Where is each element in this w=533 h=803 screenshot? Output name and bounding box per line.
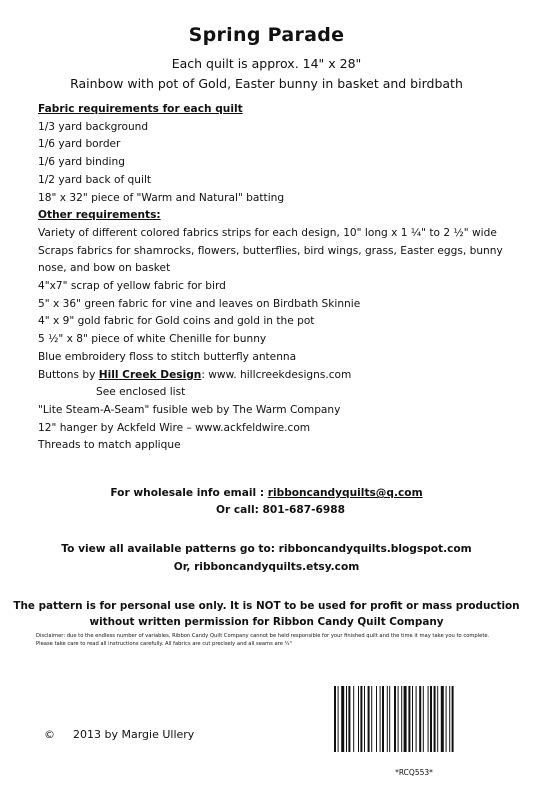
barcode (333, 686, 495, 752)
buttons-url: : www. hillcreekdesigns.com (201, 368, 352, 381)
list-item: 5 ½" x 8" piece of white Chenille for bunny (38, 333, 267, 346)
list-item: 18" x 32" piece of "Warm and Natural" batting (38, 191, 285, 204)
barcode-bar (382, 686, 384, 752)
barcode-bar (346, 686, 347, 752)
disclaimer-text: Disclaimer: due to the endless number of variables, Ribbon Candy Quilt Company cannot be held responsible for your finished quilt and the time it may take you to complete. Please take care to read all instructions carefully. All fabrics are cut precisely and all seams are ¼" (36, 633, 490, 647)
barcode-bar (389, 686, 390, 752)
other-requirements-heading: Other requirements: (38, 209, 161, 222)
barcode-bar (430, 686, 432, 752)
barcode-bar (398, 686, 399, 752)
barcode-bar (387, 686, 388, 752)
barcode-bar (401, 686, 402, 752)
barcode-bar (408, 686, 410, 752)
barcode-bar (441, 686, 444, 752)
list-item: 12" hanger by Ackfeld Wire – www.ackfeldwire.com (38, 421, 311, 434)
call-line: Or call: 801-687-6988 (215, 504, 346, 516)
buttons-prefix: Buttons by (38, 368, 99, 381)
list-item: Threads to match applique (38, 439, 181, 452)
buttons-brand: Hill Creek Design (98, 368, 202, 381)
list-item: 5" x 36" green fabric for vine and leaves on Birdbath Skinnie (38, 297, 361, 310)
barcode-bar (446, 686, 447, 752)
wholesale-label: For wholesale info email : (110, 487, 268, 499)
barcode-bar (338, 686, 339, 752)
wholesale-email: ribboncandyquilts@q.com (267, 487, 423, 499)
barcode-bar (437, 686, 438, 752)
page-title: Spring Parade (188, 24, 345, 46)
list-item: 1/6 yard border (38, 138, 121, 151)
barcode-bar (364, 686, 365, 752)
list-item: 1/6 yard binding (38, 156, 125, 169)
quilt-size: Each quilt is approx. 14" x 28" (171, 56, 362, 71)
barcode-bar (380, 686, 381, 752)
barcode-bar (376, 686, 377, 752)
barcode-bar (368, 686, 370, 752)
personal-use-line-1: The pattern is for personal use only. It is NOT to be used for profit or mass production (13, 600, 520, 612)
barcode-bar (348, 686, 350, 752)
copyright-icon: © (44, 728, 55, 741)
etsy-line: Or, ribboncandyquilts.etsy.com (173, 561, 360, 573)
copyright-text: 2013 by Margie Ullery (73, 728, 195, 741)
barcode-bar (371, 686, 372, 752)
barcode-bar (404, 686, 407, 752)
barcode-bar (434, 686, 436, 752)
barcode-bar (341, 686, 344, 752)
list-item: Scraps fabrics for shamrocks, flowers, butterflies, bird wings, grass, Easter eggs, bunny (38, 244, 503, 257)
requirements-list (38, 101, 518, 455)
barcode-text: *RCQ553* (395, 768, 433, 777)
barcode-bar (423, 686, 424, 752)
barcode-bar (452, 686, 454, 752)
barcode-bar (358, 686, 359, 752)
list-item: Variety of different colored fabrics strips for each design, 10" long x 1 ¼" to 2 ½" wide (38, 226, 497, 239)
wholesale-line (0, 487, 533, 499)
list-item: 4"x7" scrap of yellow fabric for bird (38, 280, 226, 293)
barcode-bar (360, 686, 362, 752)
view-patterns-line: To view all available patterns go to: ribboncandyquilts.blogspot.com (61, 543, 472, 555)
personal-use-line-2: without written permission for Ribbon Candy Quilt Company (89, 616, 444, 628)
copyright (44, 728, 212, 741)
list-item: 1/2 yard back of quilt (38, 173, 152, 186)
quilt-designs: Rainbow with pot of Gold, Easter bunny in basket and birdbath (70, 76, 463, 91)
barcode-bar (353, 686, 354, 752)
list-item: Blue embroidery floss to stitch butterfly antenna (38, 350, 297, 363)
list-item: 1/3 yard background (38, 120, 149, 133)
buttons-line (38, 367, 518, 385)
barcode-bar (428, 686, 429, 752)
fabric-requirements-heading: Fabric requirements for each quilt (38, 103, 243, 115)
barcode-bar (334, 686, 336, 752)
barcode-bar (394, 686, 396, 752)
list-item: nose, and bow on basket (38, 262, 171, 275)
list-item: 4" x 9" gold fabric for Gold coins and gold in the pot (38, 315, 315, 328)
list-item: "Lite Steam-A-Seam" fusible web by The Warm Company (38, 403, 341, 416)
barcode-bar (449, 686, 450, 752)
barcode-bar (412, 686, 413, 752)
see-enclosed-list: See enclosed list (96, 386, 186, 399)
barcode-bar (419, 686, 421, 752)
barcode-bar (416, 686, 417, 752)
